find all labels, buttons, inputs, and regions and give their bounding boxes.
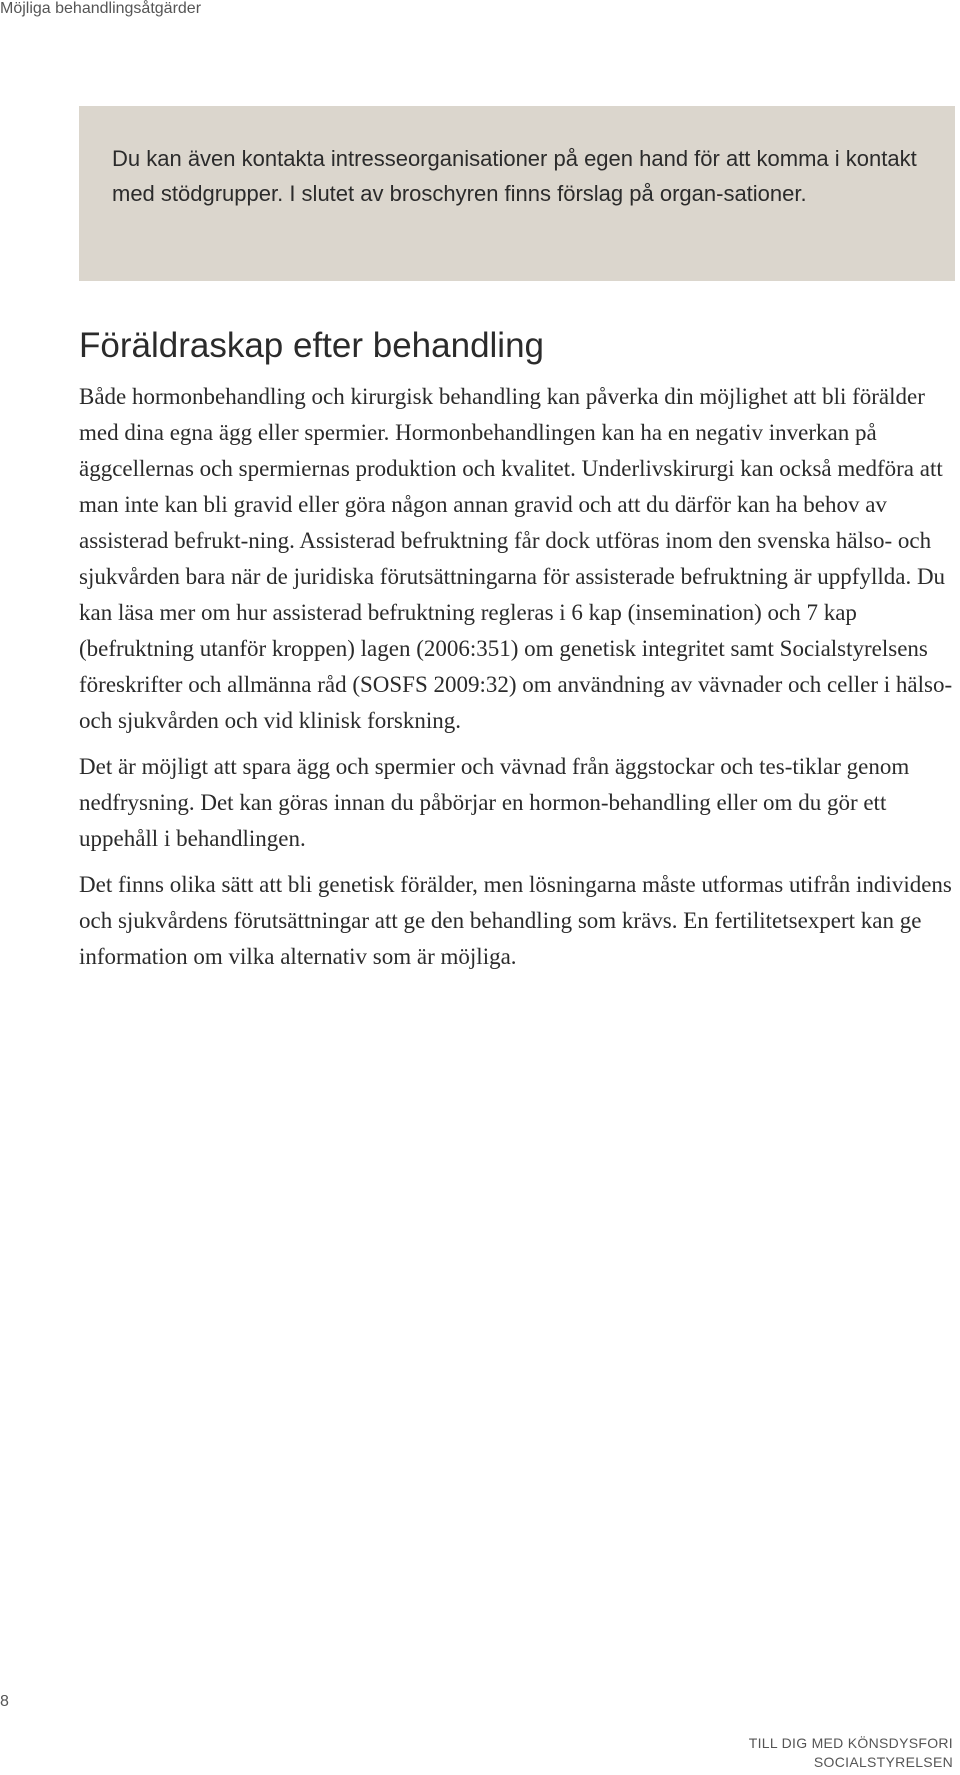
- publication-title: TILL DIG MED KÖNSDYSFORI: [748, 1735, 953, 1751]
- paragraph-1: Både hormonbehandling och kirurgisk behandling kan påverka din möjlighet att bli förälder med dina egna ägg eller spermier. Hormonbehandlingen kan ha en negativ inverkan på äggcellernas och spermiernas produktion och kvalitet. Underlivskirurgi kan också medföra att man inte kan bli gravid eller göra någon annan gravid och att du därför kan ha behov av assisterad befrukt-ning. Assisterad befruktning får dock utföras inom den svenska hälso- och sjukvården bara när de juridiska förutsättningarna för assisterade befruktning är uppfyllda. Du kan läsa mer om hur assisterad befruktning regleras i 6 kap (insemination) och 7 kap (befruktning utanför kroppen) lagen (2006:351) om genetisk integritet samt Socialstyrelsens föreskrifter och allmänna råd (SOSFS 2009:32) om användning av vävnader och celler i hälso- och sjukvården och vid klinisk forskning.: [79, 384, 953, 733]
- footer: [749, 1734, 953, 1772]
- info-box-text: Du kan även kontakta intresseorganisationer på egen hand för att komma i kontakt med stödgrupper. I slutet av broschyren finns förslag på organ-sationer.: [112, 146, 917, 206]
- info-box: [79, 106, 955, 281]
- paragraph-3: Det finns olika sätt att bli genetisk förälder, men lösningarna måste utformas utifrån individens och sjukvårdens förutsättningar att ge den behandling som krävs. En fertilitetsexpert kan ge information om vilka alternativ som är möjliga.: [79, 872, 952, 969]
- body-text: [79, 379, 957, 985]
- page-number: 8: [0, 1693, 9, 1710]
- paragraph-2: Det är möjligt att spara ägg och spermier och vävnad från äggstockar och tes-tiklar genom nedfrysning. Det kan göras innan du påbörjar en hormon-behandling eller om du gör ett uppehåll i behandlingen.: [79, 754, 910, 851]
- section-heading: Föräldraskap efter behandling: [79, 326, 545, 365]
- running-header: Möjliga behandlingsåtgärder: [0, 0, 202, 17]
- publisher-name: SOCIALSTYRELSEN: [813, 1754, 953, 1770]
